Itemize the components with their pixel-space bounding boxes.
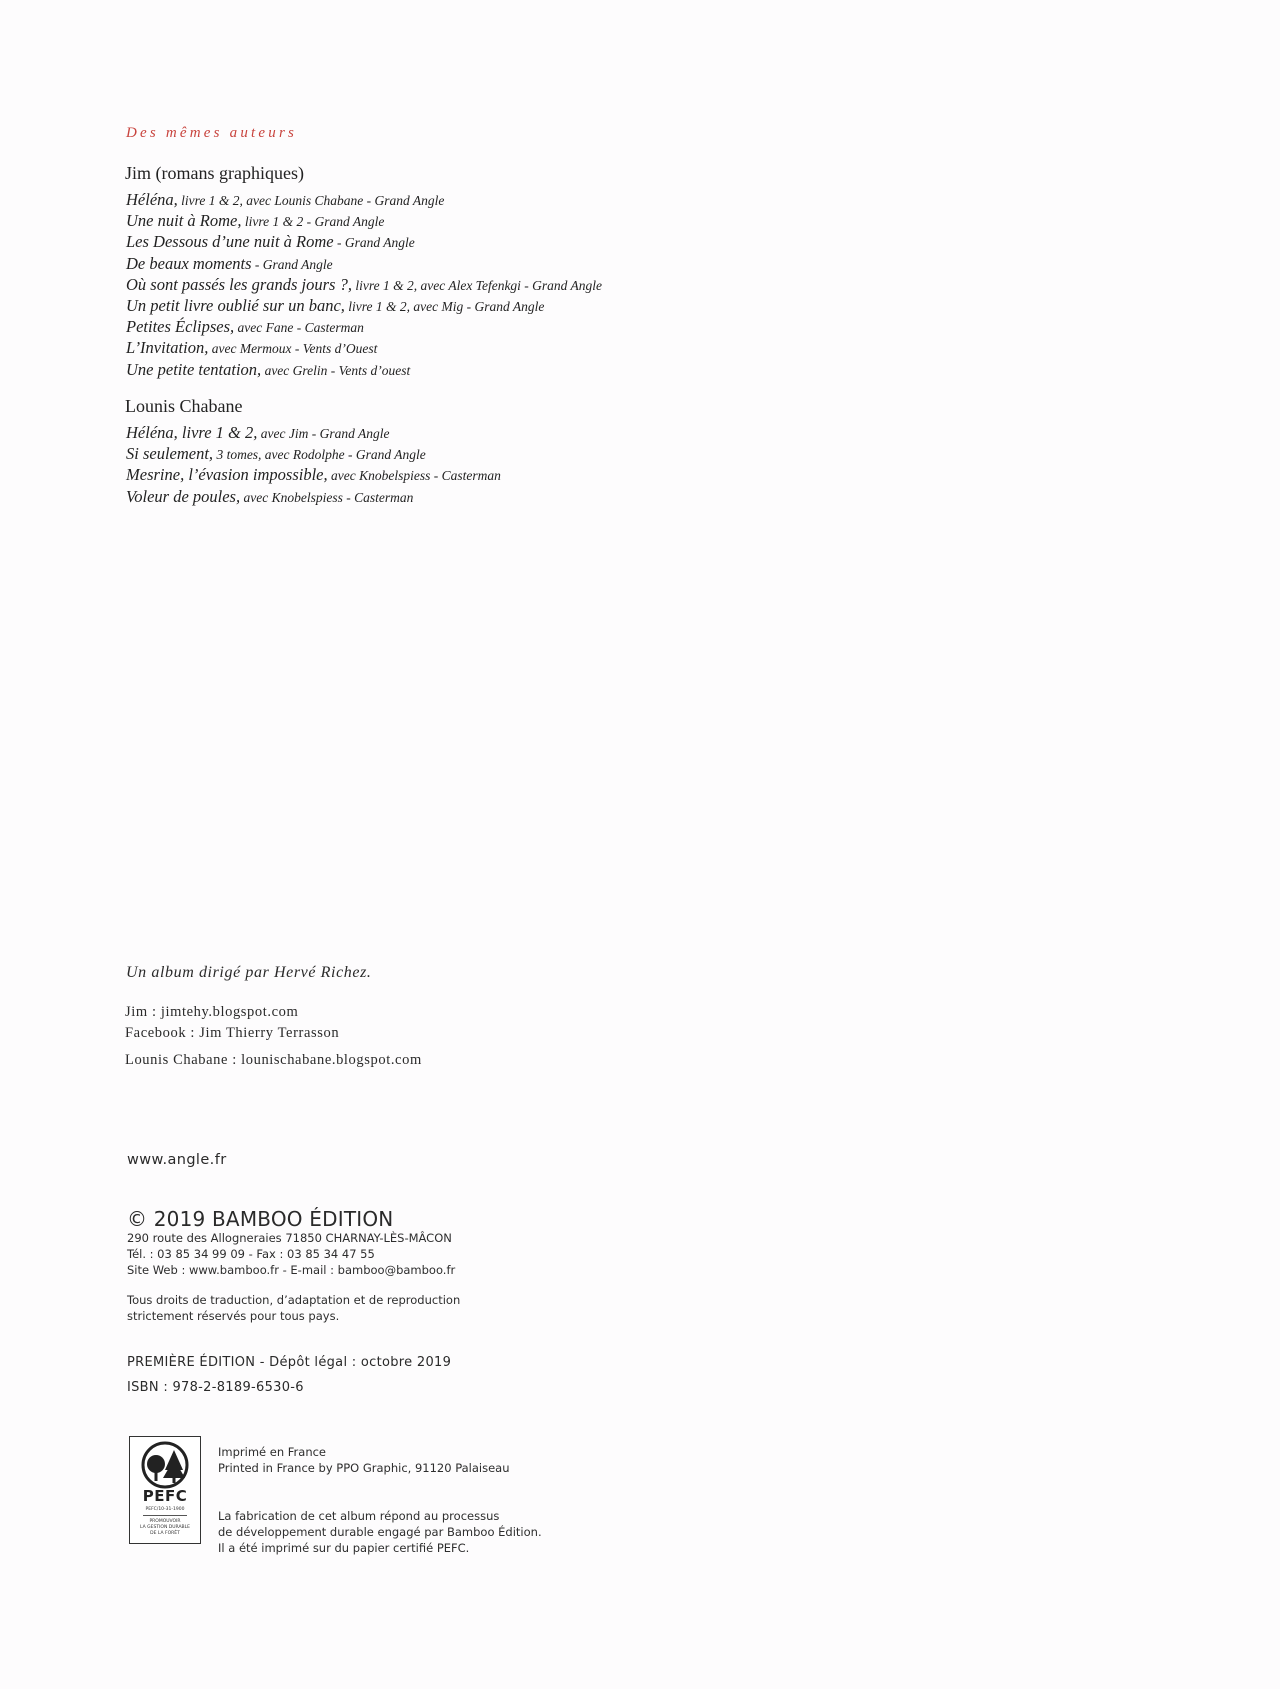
book-title: Voleur de poules, <box>126 486 241 506</box>
book-detail: avec Fane - Casterman <box>234 320 364 336</box>
book-title: Si seulement, <box>126 444 214 464</box>
list-item <box>126 274 602 295</box>
facebook-link[interactable]: Facebook : Jim Thierry Terrasson <box>125 1025 340 1041</box>
album-director-credit: Un album dirigé par Hervé Richez. <box>126 964 372 981</box>
book-detail: livre 1 & 2, avec Alex Tefenkgi - Grand Angle <box>351 277 603 293</box>
list-item <box>126 189 602 210</box>
author-heading-lounis: Lounis Chabane <box>125 396 243 416</box>
rights-notice-line1: Tous droits de traduction, d’adaptation et de reproduction <box>127 1293 461 1307</box>
book-title: Mesrine, l’évasion impossible, <box>126 465 328 485</box>
list-item <box>126 359 602 380</box>
book-title: Héléna, <box>126 190 178 209</box>
author-heading-jim: Jim (romans graphiques) <box>125 163 304 183</box>
book-title: Où sont passés les grands jours ?, <box>126 274 352 294</box>
edition-legal-deposit: PREMIÈRE ÉDITION - Dépôt légal : octobre 2019 <box>127 1355 452 1370</box>
book-detail: avec Jim - Grand Angle <box>257 426 390 441</box>
book-title: De beaux moments <box>126 253 252 273</box>
book-title: Les Dessous d’une nuit à Rome <box>126 232 334 252</box>
book-title: Héléna, livre 1 & 2, <box>126 423 258 442</box>
isbn: ISBN : 978-2-8189-6530-6 <box>127 1380 304 1395</box>
rights-notice-line2: strictement réservés pour tous pays. <box>127 1309 340 1323</box>
book-title: Petites Éclipses, <box>126 317 235 337</box>
eco-statement-line1: La fabrication de cet album répond au processus <box>218 1509 500 1523</box>
list-item <box>126 337 602 358</box>
book-detail: livre 1 & 2, avec Lounis Chabane - Grand Angle <box>177 193 445 208</box>
book-detail: - Grand Angle <box>333 235 415 251</box>
book-detail: avec Knobelspiess - Casterman <box>327 468 501 484</box>
copyright: © 2019 BAMBOO ÉDITION <box>127 1207 394 1231</box>
printed-in-france: Imprimé en France <box>218 1445 327 1459</box>
book-detail: livre 1 & 2 - Grand Angle <box>241 214 385 230</box>
list-item <box>126 316 602 337</box>
book-title: L’Invitation, <box>126 338 209 358</box>
book-title: Une petite tentation, <box>126 359 262 379</box>
book-detail: avec Mermoux - Vents d’Ouest <box>208 341 378 357</box>
list-item <box>126 295 602 316</box>
jim-blog-link[interactable]: Jim : jimtehy.blogspot.com <box>125 1004 299 1020</box>
book-title: Une nuit à Rome, <box>126 211 242 231</box>
lounis-blog-link[interactable]: Lounis Chabane : lounischabane.blogspot.com <box>125 1052 422 1068</box>
eco-statement-line3: Il a été imprimé sur du papier certifié PEFC. <box>218 1541 470 1555</box>
book-list-jim <box>126 189 602 380</box>
list-item <box>126 253 602 274</box>
book-detail: 3 tomes, avec Rodolphe - Grand Angle <box>213 447 426 463</box>
book-title: Un petit livre oublié sur un banc, <box>126 295 345 315</box>
eco-statement-line2: de développement durable engagé par Bamboo Édition. <box>218 1525 542 1539</box>
book-detail: avec Grelin - Vents d’ouest <box>261 362 411 378</box>
publisher-phone: Tél. : 03 85 34 99 09 - Fax : 03 85 34 47 55 <box>127 1247 375 1261</box>
list-item <box>126 422 501 443</box>
book-detail: livre 1 & 2, avec Mig - Grand Angle <box>344 298 545 314</box>
pefc-logo <box>129 1436 201 1544</box>
pefc-code: PEFC/10-31-1900 <box>145 1507 185 1512</box>
pefc-tagline-2: LA GESTION DURABLE <box>140 1525 190 1530</box>
list-item <box>126 443 501 464</box>
pefc-tagline-3: DE LA FORÊT <box>150 1531 180 1536</box>
pefc-name: PEFC <box>142 1487 188 1505</box>
publisher-web-email: Site Web : www.bamboo.fr - E-mail : bamboo@bamboo.fr <box>127 1263 456 1277</box>
section-heading: Des mêmes auteurs <box>126 125 298 141</box>
book-list-lounis <box>126 422 501 507</box>
list-item <box>126 464 501 485</box>
pefc-divider <box>143 1515 187 1516</box>
website-link[interactable]: www.angle.fr <box>127 1152 227 1168</box>
list-item <box>126 486 501 507</box>
pefc-tagline-1: PROMOUVOIR <box>149 1519 181 1524</box>
list-item <box>126 210 602 231</box>
publisher-address: 290 route des Allogneraies 71850 CHARNAY-LÈS-MÂCON <box>127 1231 452 1245</box>
book-detail: - Grand Angle <box>251 256 333 272</box>
book-detail: avec Knobelspiess - Casterman <box>240 489 414 505</box>
list-item <box>126 231 602 252</box>
printer-info: Printed in France by PPO Graphic, 91120 Palaiseau <box>218 1461 510 1475</box>
